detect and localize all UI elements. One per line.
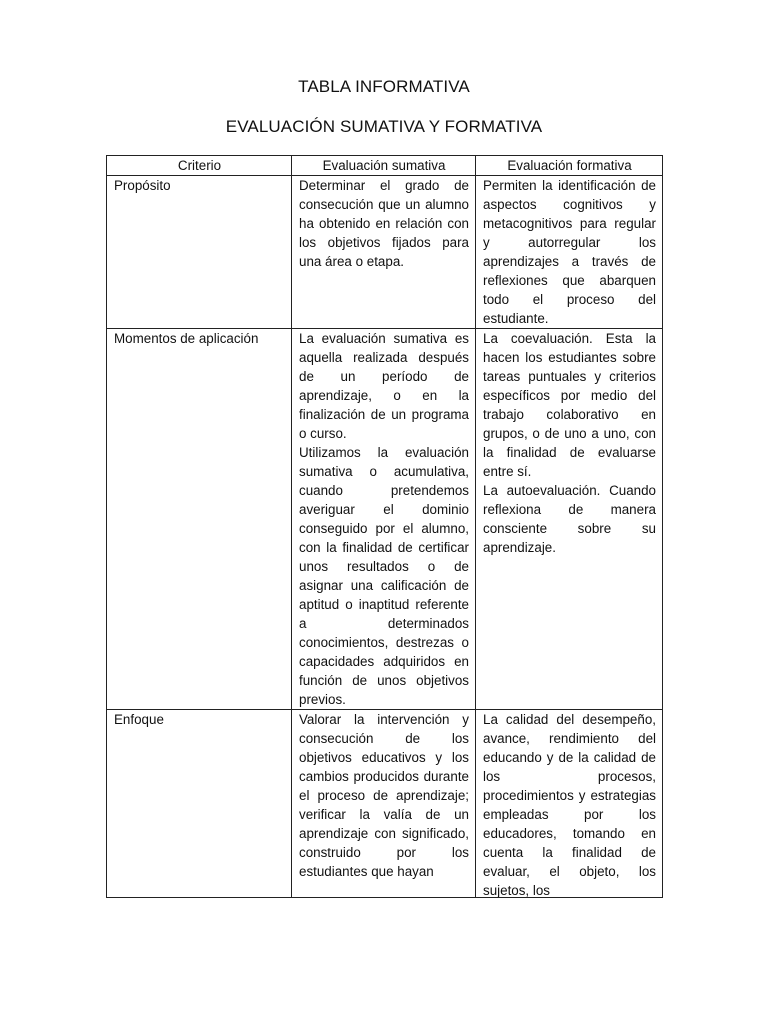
header-sumativa: Evaluación sumativa [292,156,476,176]
row-formativa [476,710,663,898]
document-subtitle: EVALUACIÓN SUMATIVA Y FORMATIVA [225,117,543,136]
cell-clip [299,710,469,897]
row-criterio: Momentos de aplicación [107,329,292,710]
row-criterio [107,710,292,898]
cell-paragraph: La coevaluación. Esta la hacen los estudiantes sobre tareas puntuales y criterios específicos por medio del trabajo colaborativo en grupos, o de uno a uno, con la finalidad de evaluarse entre sí. [483,331,656,479]
table-row [107,329,663,710]
cell-paragraph: La autoevaluación. Cuando reflexiona de manera consciente sobre su aprendizaje. [483,483,656,555]
row-sumativa [292,710,476,898]
row-formativa [476,176,663,329]
document-title: TABLA INFORMATIVA [298,77,470,96]
row-criterio: Propósito [107,176,292,329]
cell-paragraph: Utilizamos la evaluación sumativa o acumulativa, cuando pretendemos averiguar el dominio conseguido por el alumno, con la finalidad de certificar unos resultados o de asignar una calificación de aptitud o inaptitud referente a determinados conocimientos, destrezas o capacidades adquiridos en función de unos objetivos previos. [299,445,469,707]
table-header-row [107,156,663,176]
cell-paragraph: La calidad del desempeño, avance, rendimiento del educando y de la calidad de los procesos, procedimientos y estrategias empleadas por los educadores, tomando en cuenta la finalidad de evaluar, el objeto, los sujetos, los [483,712,656,897]
cell-text: Enfoque [114,712,164,727]
table-row [107,176,663,329]
header-criterio: Criterio [107,156,292,176]
cell-paragraph: Determinar el grado de consecución que un alumno ha obtenido en relación con los objetivos fijados para una área o etapa. [299,178,469,269]
row-formativa [476,329,663,710]
cell-paragraph: La evaluación sumativa es aquella realizada después de un período de aprendizaje, o en la finalización de un programa o curso. [299,331,469,441]
comparison-table [106,155,663,898]
row-sumativa [292,176,476,329]
row-sumativa [292,329,476,710]
cell-paragraph: Valorar la intervención y consecución de los objetivos educativos y los cambios producidos durante el proceso de aprendizaje; verificar la valía de un aprendizaje con significado, construido por los estudiantes que hayan [299,712,469,879]
cell-clip [483,710,656,897]
table-row [107,710,663,898]
header-formativa: Evaluación formativa [476,156,663,176]
cell-paragraph: Permiten la identificación de aspectos cognitivos y metacognitivos para regular y autorregular los aprendizajes a través de reflexiones que abarquen todo el proceso del estudiante. [483,178,656,326]
